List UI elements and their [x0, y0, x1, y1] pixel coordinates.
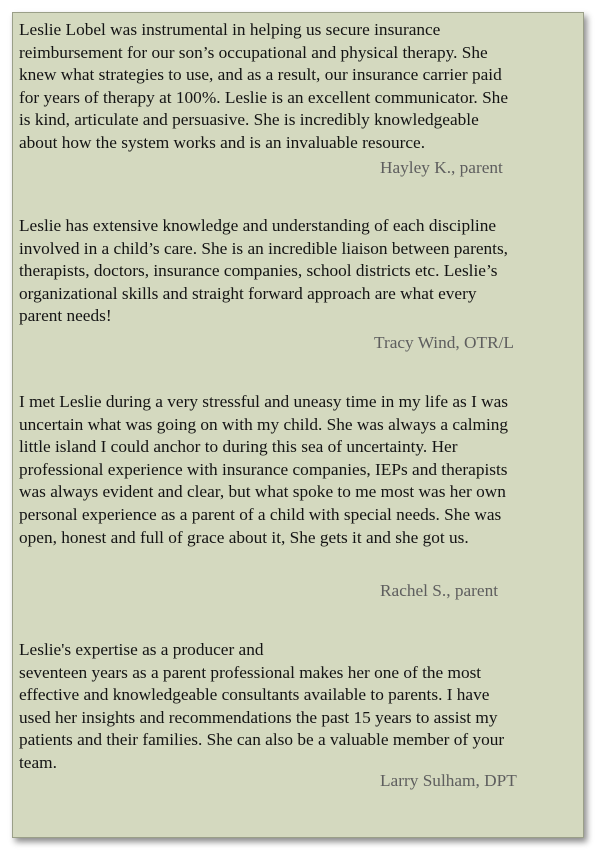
quote-line: I met Leslie during a very stressful and uneasy time in my life as I was — [19, 392, 509, 411]
testimonial-author-4: Larry Sulham, DPT — [380, 771, 517, 790]
quote-line: knew what strategies to use, and as a result, our insurance carrier paid — [19, 65, 502, 85]
quote-line: for years of therapy at 100%. Leslie is an excellent communicator. She — [19, 87, 508, 107]
quote-line: parent needs! — [19, 306, 112, 326]
testimonial-quote-4 — [19, 639, 579, 775]
quote-line: was always evident and clear, but what spoke to me most was her own — [19, 482, 506, 502]
quote-line: open, honest and full of grace about it, She gets it and she got us. — [19, 527, 469, 547]
quote-line: involved in a child’s care. She is an incredible liaison between parents, — [19, 238, 509, 258]
quote-line: Leslie has extensive knowledge and understanding of each discipline — [19, 216, 497, 235]
quote-line: effective and knowledgeable consultants available to parents. I have — [19, 685, 490, 705]
quote-line: reimbursement for our son’s occupational and physical therapy. She — [19, 42, 488, 62]
testimonial-quote-1 — [19, 19, 579, 155]
quote-line: Leslie's expertise as a producer and — [19, 640, 264, 659]
quote-line: used her insights and recommendations the past 15 years to assist my — [19, 707, 498, 727]
testimonials-card — [12, 12, 584, 838]
quote-line: patients and their families. She can also be a valuable member of your — [19, 730, 505, 750]
quote-line: organizational skills and straight forward approach are what every — [19, 283, 477, 303]
testimonial-author-3: Rachel S., parent — [380, 581, 499, 600]
quote-line: seventeen years as a parent professional makes her one of the most — [19, 662, 482, 682]
quote-line: professional experience with insurance companies, IEPs and therapists — [19, 459, 508, 479]
quote-line: is kind, articulate and persuasive. She is incredibly knowledgeable — [19, 110, 479, 130]
quote-line: little island I could anchor to during this sea of uncertainty. Her — [19, 437, 458, 457]
testimonial-quote-3 — [19, 391, 579, 549]
quote-line: about how the system works and is an invaluable resource. — [19, 132, 426, 152]
quote-line: team. — [19, 752, 57, 772]
quote-line: therapists, doctors, insurance companies, school districts etc. Leslie’s — [19, 261, 498, 281]
quote-line: uncertain what was going on with my child. She was always a calming — [19, 414, 509, 434]
testimonial-author-1: Hayley K., parent — [380, 158, 503, 177]
quote-line: personal experience as a parent of a child with special needs. She was — [19, 504, 502, 524]
testimonial-quote-2 — [19, 215, 579, 328]
testimonial-author-2: Tracy Wind, OTR/L — [374, 333, 514, 352]
quote-line: Leslie Lobel was instrumental in helping us secure insurance — [19, 20, 441, 39]
